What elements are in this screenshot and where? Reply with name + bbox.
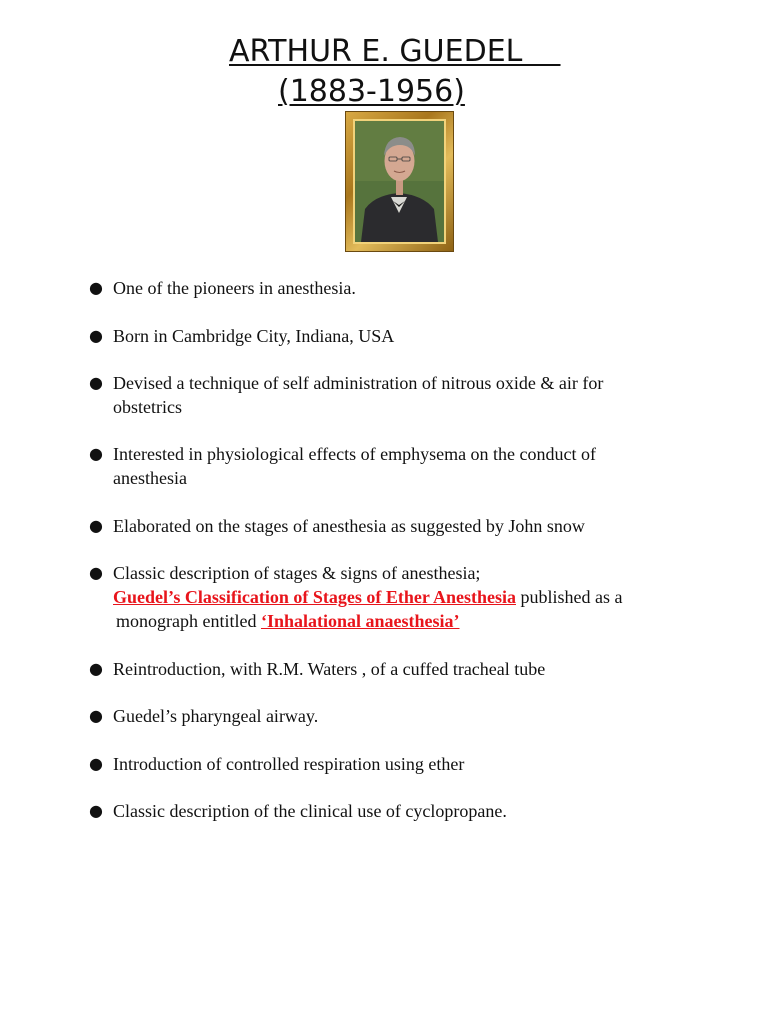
portrait-frame (346, 112, 453, 251)
list-item-text: One of the pioneers in anesthesia. (113, 278, 356, 298)
list-item-text: Devised a technique of self administration of nitrous oxide & air for obstetrics (113, 373, 604, 417)
list-item-text: Classic description of the clinical use of cyclopropane. (113, 801, 507, 821)
page-title-years: (1883-1956) (278, 74, 465, 109)
bullet-icon: ● (89, 326, 103, 345)
portrait-image (353, 119, 446, 244)
list-item-fragment: monograph entitled (116, 611, 261, 631)
list-item-text: Introduction of controlled respiration using ether (113, 754, 465, 774)
bullet-icon: ● (89, 563, 103, 582)
list-item-text: Interested in physiological effects of emphysema on the conduct of anesthesia (113, 444, 597, 488)
classification-link[interactable]: Guedel’s Classification of Stages of Ether Anesthesia (113, 587, 516, 607)
list-item-text: Born in Cambridge City, Indiana, USA (113, 326, 395, 346)
list-item-text: Guedel’s pharyngeal airway. (113, 706, 319, 726)
list-item-text: Reintroduction, with R.M. Waters , of a cuffed tracheal tube (113, 659, 546, 679)
list-item-text: Elaborated on the stages of anesthesia as suggested by John snow (113, 516, 585, 536)
bullet-icon: ● (89, 706, 103, 725)
bullet-icon: ● (89, 278, 103, 297)
list-item-text (113, 561, 733, 633)
bullet-icon: ● (89, 516, 103, 535)
bullet-icon: ● (89, 754, 103, 773)
list-item-line (113, 585, 733, 609)
monograph-link[interactable]: ‘Inhalational anaesthesia’ (260, 611, 460, 631)
bullet-icon: ● (89, 444, 103, 463)
page-title-name: ARTHUR E. GUEDEL (229, 34, 561, 69)
list-item-line: Classic description of stages & signs of anesthesia; (113, 563, 481, 583)
list-item-line (113, 609, 733, 633)
bullet-icon: ● (89, 373, 103, 392)
bullet-icon: ● (89, 801, 103, 820)
list-item-fragment: published as a (516, 587, 623, 607)
portrait-photo-icon (355, 121, 444, 242)
bullet-icon: ● (89, 659, 103, 678)
